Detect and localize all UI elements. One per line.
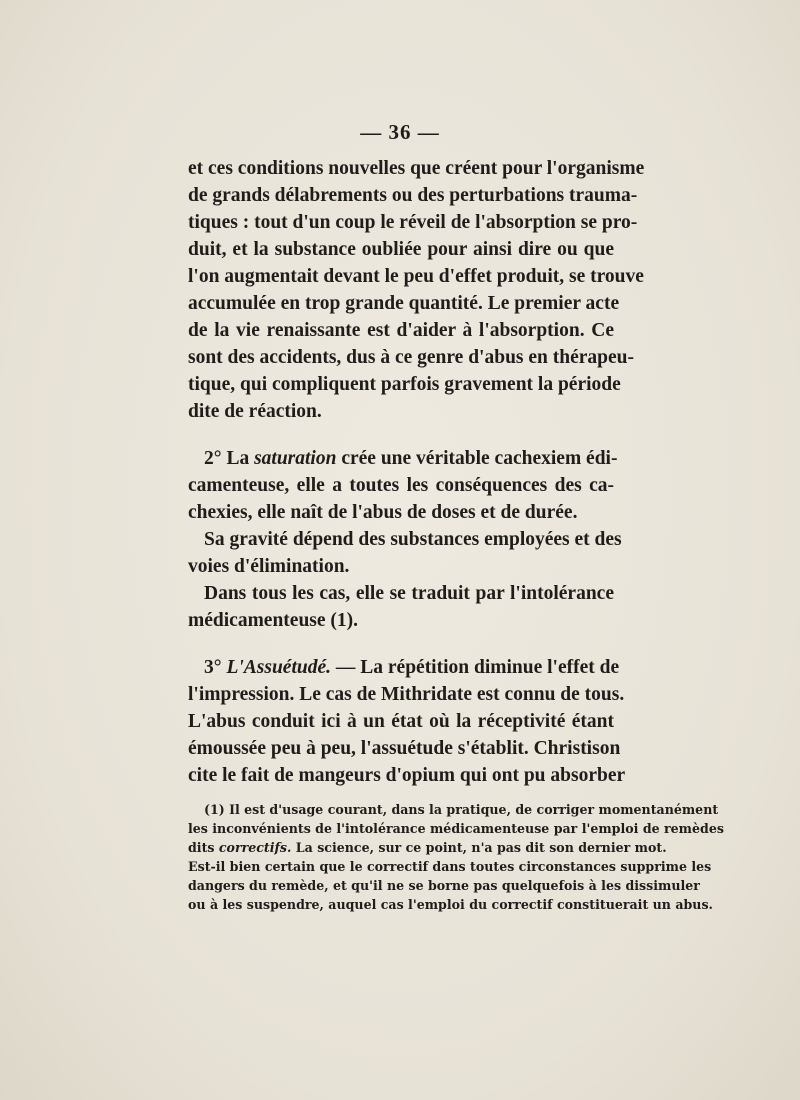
text-line: camenteuse, elle a toutes les conséquences des ca- xyxy=(188,475,614,496)
text-line: voies d'élimination. xyxy=(188,556,350,577)
footnote xyxy=(188,800,724,914)
section-heading-line xyxy=(188,654,620,681)
text-line: de grands délabrements ou des perturbations trauma- xyxy=(188,185,638,206)
text-line: L'abus conduit ici à un état où la réceptivité étant xyxy=(188,711,614,732)
footnote-line: dangers du remède, et qu'il ne se borne pas quelquefois à les dissimuler xyxy=(188,878,700,893)
text-line: tique, qui compliquent parfois gravement la période xyxy=(188,374,621,395)
text-line: sont des accidents, dus à ce genre d'abus en thérapeu- xyxy=(188,347,634,368)
text-line: émoussée peu à peu, l'assuétude s'établit. Christison xyxy=(188,738,621,759)
text-fragment: — La répétition diminue l'effet de xyxy=(331,657,620,678)
footnote-line: (1) Il est d'usage courant, dans la pratique, de corriger momentanément xyxy=(204,802,719,817)
section-2-saturation xyxy=(188,445,622,634)
text-line: et ces conditions nouvelles que créent pour l'organisme xyxy=(188,158,645,179)
section-heading-line xyxy=(188,445,618,472)
footnote-term: correctifs. xyxy=(218,840,292,855)
text-line: Dans tous les cas, elle se traduit par l'intolérance xyxy=(204,583,614,604)
section-3-assuetude xyxy=(188,654,626,789)
text-line: de la vie renaissante est d'aider à l'absorption. Ce xyxy=(188,320,614,341)
text-line: Sa gravité dépend des substances employées et des xyxy=(204,529,622,550)
text-line: chexies, elle naît de l'abus de doses et de durée. xyxy=(188,502,578,523)
section-number: 3° xyxy=(204,657,222,678)
text-fragment: crée une véritable cachexiem édi- xyxy=(336,448,618,469)
footnote-line: ou à les suspendre, auquel cas l'emploi du correctif constituerait un abus. xyxy=(188,897,713,912)
text-line: duit, et la substance oubliée pour ainsi dire ou que xyxy=(188,239,614,260)
main-text xyxy=(188,155,645,789)
footnote-line xyxy=(188,838,667,857)
page-number: — 36 — xyxy=(360,120,440,144)
text-line: dite de réaction. xyxy=(188,401,322,422)
text-fragment: dits xyxy=(188,840,219,855)
text-line: l'on augmentait devant le peu d'effet produit, se trouve xyxy=(188,266,644,287)
text-fragment: La science, sur ce point, n'a pas dit son dernier mot. xyxy=(291,840,667,855)
footnote-line: Est-il bien certain que le correctif dans toutes circonstances supprime les xyxy=(188,859,712,874)
section-term: L'Assuétudé. xyxy=(226,657,331,678)
text-line: l'impression. Le cas de Mithridate est connu de tous. xyxy=(188,684,625,705)
text-line: médicamenteuse (1). xyxy=(188,610,359,631)
text-line: accumulée en trop grande quantité. Le premier acte xyxy=(188,293,620,314)
section-number: 2° xyxy=(204,448,222,469)
paragraph-1 xyxy=(188,155,645,425)
section-term: saturation xyxy=(254,448,337,469)
footnote-line: les inconvénients de l'intolérance médicamenteuse par l'emploi de remèdes xyxy=(188,821,724,836)
text-line: cite le fait de mangeurs d'opium qui ont pu absorber xyxy=(188,765,626,786)
text-line: tiques : tout d'un coup le réveil de l'absorption se pro- xyxy=(188,212,638,233)
text-fragment: La xyxy=(221,448,255,469)
